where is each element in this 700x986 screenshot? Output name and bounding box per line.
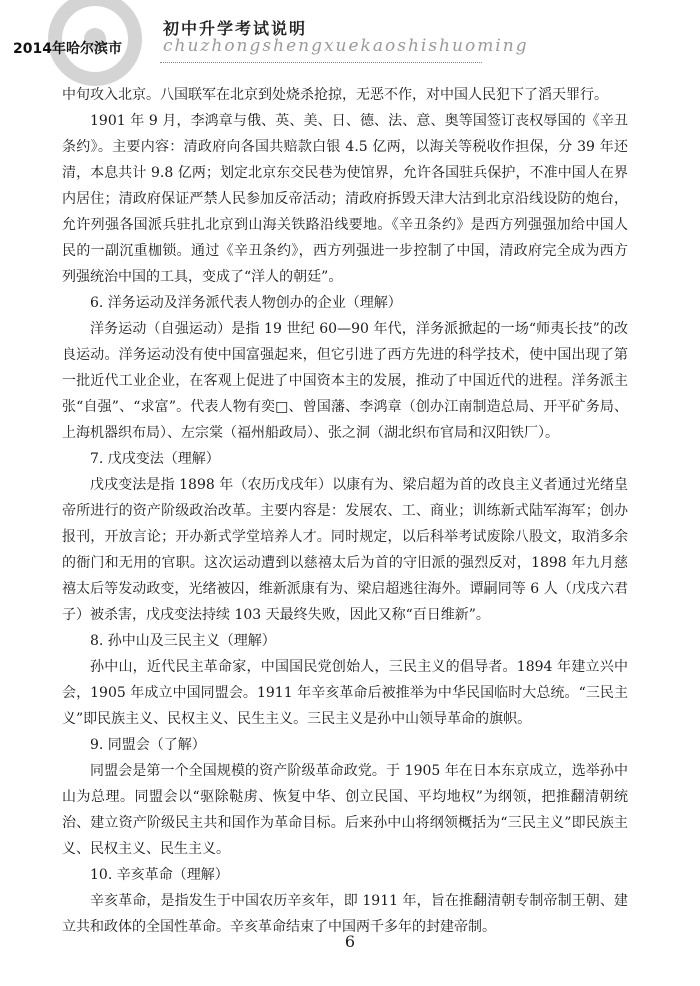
page-header bbox=[0, 0, 700, 80]
section-text-8: 孙中山，近代民主革命家，中国国民党创始人，三民主义的倡导者。1894 年建立兴中会，1905 年成立中国同盟会。1911 年辛亥革命后被推举为中华民国临时大总统。“三民主义”即民族主义、民权主义、民生主义。三民主义是孙中山领导革命的旗帜。 bbox=[62, 659, 628, 727]
section-heading-6: 6. 洋务运动及洋务派代表人物创办的企业（理解） bbox=[90, 295, 402, 311]
section-text-6: 洋务运动（自强运动）是指 19 世纪 60—90 年代，洋务派掀起的一场“师夷长技”的改良运动。洋务运动没有使中国富强起来，但它引进了西方先进的科学技术，使中国出现了第一批近代工业企业，在客观上促进了中国资本主的发展，推动了中国近代的进程。洋务派主张“自强”、“求富”。代表人物有奕□、曾国藩、李鸿章（创办江南制造总局、开平矿务局、上海机器织布局）、左宗棠（福州船政局）、张之洞（湖北织布官局和汉阳铁厂）。 bbox=[62, 321, 628, 441]
region-label: 2014年哈尔滨市 bbox=[13, 41, 122, 57]
exam-title: 初中升学考试说明 bbox=[163, 19, 308, 38]
section-text-9: 同盟会是第一个全国规模的资产阶级革命政党。于 1905 年在日本东京成立，选举孙中山为总理。同盟会以“驱除鞑虏、恢复中华、创立民国、平均地权”为纲领，把推翻清朝统治、建立资产阶级民主共和国作为革命目标。后来孙中山将纲领概括为“三民主义”即民族主义、民权主义、民生主义。 bbox=[62, 763, 628, 857]
section-text-7: 戊戌变法是指 1898 年（农历戊戌年）以康有为、梁启超为首的改良主义者通过光绪皇帝所进行的资产阶级政治改革。主要内容是：发展农、工、商业；训练新式陆军海军；创办报刊，开放言论；开办新式学堂培养人才。同时规定，以后科举考试废除八股文，取消多余的衙门和无用的官职。这次运动遭到以慈禧太后为首的守旧派的强烈反对，1898 年九月慈禧太后等发动政变，光绪被囚，维新派康有为、梁启超逃往海外。谭嗣同等 6 人（戊戌六君子）被杀害，戊戌变法持续 103 天最终失败，因此又称“百日维新”。 bbox=[62, 477, 628, 623]
section-heading-10: 10. 辛亥革命（理解） bbox=[90, 867, 229, 883]
section-heading-8: 8. 孙中山及三民主义（理解） bbox=[90, 633, 276, 649]
section-heading-9: 9. 同盟会（了解） bbox=[90, 737, 206, 753]
intro-line: 中旬攻入北京。八国联军在北京到处烧杀抢掠，无恶不作，对中国人民犯下了滔天罪行。 bbox=[62, 87, 608, 103]
pinyin-subtitle: chuzhongshengxuekaoshishuoming bbox=[163, 36, 529, 56]
section-text-10: 辛亥革命，是指发生于中国农历辛亥年，即 1911 年，旨在推翻清朝专制帝制王朝、建立共和政体的全国性革命。辛亥革命结束了中国两千多年的封建帝制。 bbox=[62, 893, 628, 935]
page-number: 6 bbox=[344, 932, 356, 951]
section-heading-7: 7. 戊戌变法（理解） bbox=[90, 451, 220, 467]
treaty-paragraph: 1901 年 9 月，李鸿章与俄、英、美、日、德、法、意、奥等国签订丧权辱国的《辛丑条约》。主要内容：清政府向各国共赔款白银 4.5 亿两，以海关等税收作担保，分 39 年还清，本息共计 9.8 亿两；划定北京东交民巷为使馆界，允许各国驻兵保护，不准中国人在界内居住；清政府保证严禁人民参加反帝活动；清政府拆毁天津大沽到北京沿线设防的炮台，允许列强各国派兵驻扎北京到山海关铁路沿线要地。《辛丑条约》是西方列强强加给中国人民的一副沉重枷锁。通过《辛丑条约》，西方列强进一步控制了中国，清政府完全成为西方列强统治中国的工具，变成了“洋人的朝廷”。 bbox=[62, 113, 628, 285]
header-divider bbox=[160, 62, 482, 63]
page-content bbox=[62, 82, 628, 940]
